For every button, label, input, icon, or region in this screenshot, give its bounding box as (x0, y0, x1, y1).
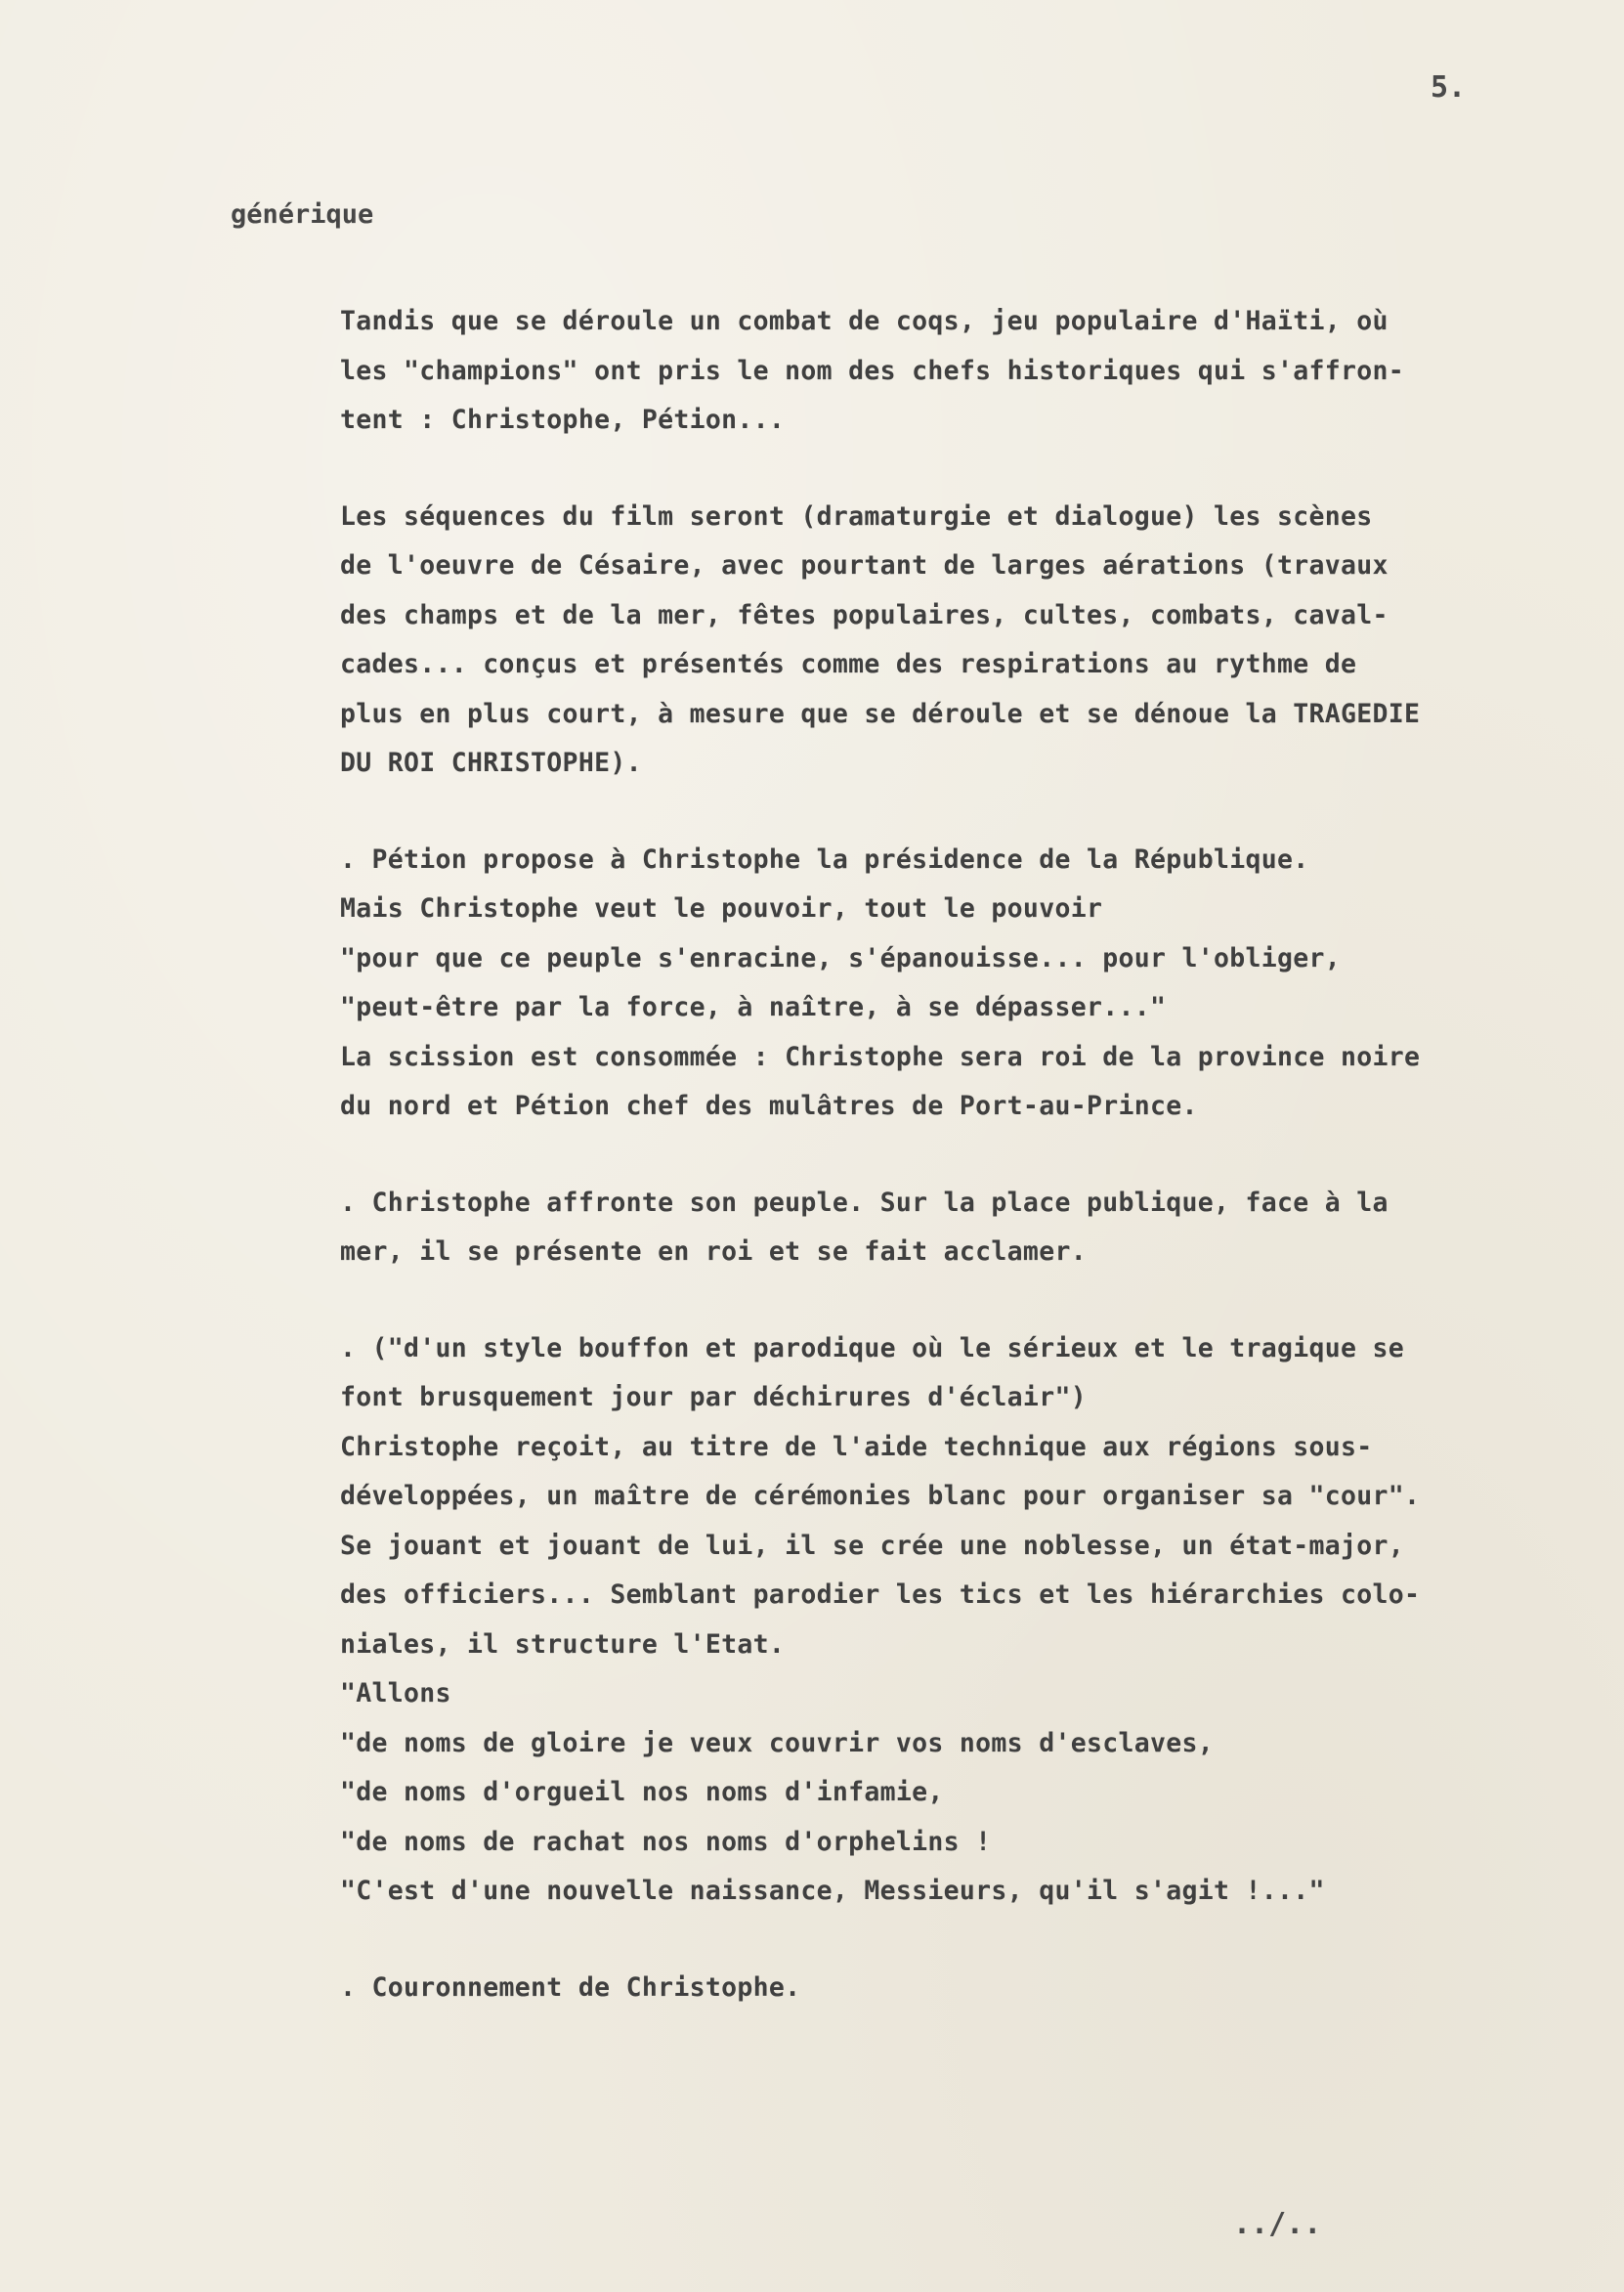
text-line: cades... conçus et présentés comme des respirations au rythme de (340, 649, 1357, 679)
text-line: . Pétion propose à Christophe la présidence de la République. (340, 843, 1309, 875)
text-line: La scission est consommée : Christophe sera roi de la province noire (340, 1041, 1421, 1072)
paragraph (340, 1324, 1454, 1917)
page-number: 5. (1431, 70, 1467, 105)
text-line: plus en plus court, à mesure que se déroule et se dénoue la TRAGEDIE (340, 698, 1421, 729)
text-line: Les séquences du film seront (dramaturgie et dialogue) les scènes (340, 500, 1373, 532)
text-line: "Allons (340, 1678, 451, 1708)
text-line: mer, il se présente en roi et se fait acclamer. (340, 1236, 1087, 1267)
text-line: . Couronnement de Christophe. (340, 1971, 801, 2003)
body-text (340, 297, 1454, 2059)
text-line: des officiers... Semblant parodier les tics et les hiérarchies colo- (340, 1579, 1421, 1610)
text-line: . ("d'un style bouffon et parodique où le sérieux et le tragique se (340, 1332, 1405, 1363)
text-line: Tandis que se déroule un combat de coqs, jeu populaire d'Haïti, où (340, 306, 1389, 336)
text-line: DU ROI CHRISTOPHE). (340, 748, 642, 778)
continuation-mark: ../.. (1233, 2207, 1322, 2241)
text-line: tent : Christophe, Pétion... (340, 405, 786, 435)
paragraph (340, 493, 1454, 789)
text-line: des champs et de la mer, fêtes populaires, cultes, combats, caval- (340, 599, 1389, 630)
text-line: . Christophe affronte son peuple. Sur la place publique, face à la (340, 1187, 1389, 1218)
text-line: "C'est d'une nouvelle naissance, Messieurs, qu'il s'agit !..." (340, 1876, 1325, 1906)
text-line: de l'oeuvre de Césaire, avec pourtant de larges aérations (travaux (340, 550, 1389, 581)
paragraph (340, 1964, 1454, 2013)
text-line: "pour que ce peuple s'enracine, s'épanouisse... pour l'obliger, (340, 942, 1342, 973)
text-line: "de noms d'orgueil nos noms d'infamie, (340, 1777, 944, 1807)
text-line: font brusquement jour par déchirures d'éclair") (340, 1382, 1087, 1412)
text-line: "peut-être par la force, à naître, à se dépasser..." (340, 992, 1167, 1022)
paragraph (340, 836, 1454, 1132)
paragraph (340, 297, 1454, 446)
text-line: niales, il structure l'Etat. (340, 1628, 786, 1660)
text-line: du nord et Pétion chef des mulâtres de Port-au-Prince. (340, 1091, 1198, 1121)
text-line: Se jouant et jouant de lui, il se crée une noblesse, un état-major, (340, 1530, 1405, 1561)
text-line: développées, un maître de cérémonies blanc pour organiser sa "cour". (340, 1481, 1421, 1511)
text-line: Mais Christophe veut le pouvoir, tout le pouvoir (340, 893, 1103, 924)
text-line: les "champions" ont pris le nom des chefs historiques qui s'affron- (340, 355, 1405, 386)
section-heading: générique (231, 199, 374, 230)
text-line: "de noms de rachat nos noms d'orphelins ! (340, 1826, 992, 1857)
paragraph (340, 1179, 1454, 1277)
text-line: "de noms de gloire je veux couvrir vos noms d'esclaves, (340, 1727, 1214, 1758)
text-line: Christophe reçoit, au titre de l'aide technique aux régions sous- (340, 1431, 1373, 1462)
